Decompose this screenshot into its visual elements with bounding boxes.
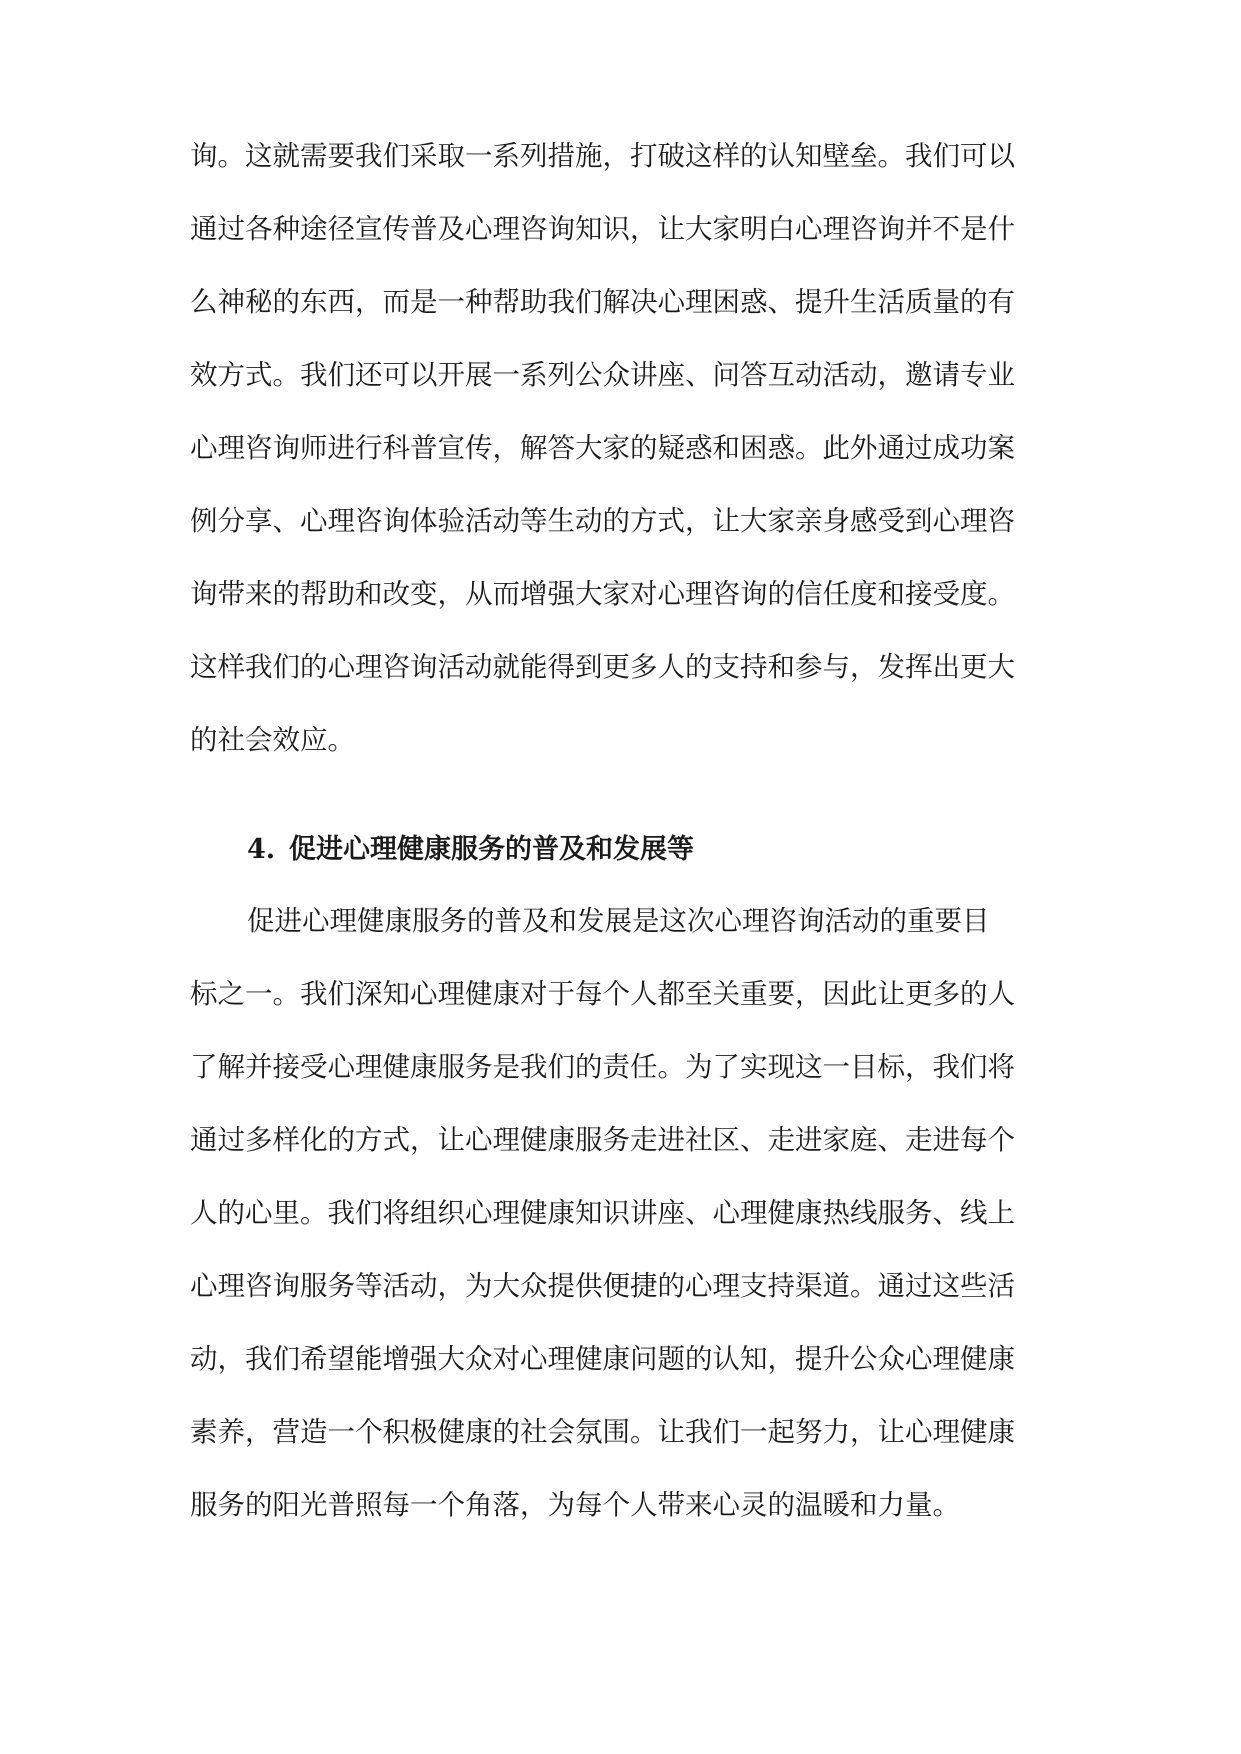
paragraph-line: 素养，营造一个积极健康的社会氛围。让我们一起努力，让心理健康	[190, 1416, 1015, 1448]
paragraph-line: 心理咨询师进行科普宣传，解答大家的疑惑和困惑。此外通过成功案	[190, 432, 1015, 464]
paragraph-line: 促进心理健康服务的普及和发展是这次心理咨询活动的重要目	[247, 905, 990, 937]
paragraph-line: 这样我们的心理咨询活动就能得到更多人的支持和参与，发挥出更大	[190, 651, 1015, 683]
paragraph-line: 的社会效应。	[190, 724, 355, 756]
paragraph-line: 效方式。我们还可以开展一系列公众讲座、问答互动活动，邀请专业	[190, 359, 1015, 391]
paragraph-line: 心理咨询服务等活动，为大众提供便捷的心理支持渠道。通过这些活	[190, 1270, 1015, 1302]
section-number: 4.	[247, 834, 276, 865]
paragraph-line: 动，我们希望能增强大众对心理健康问题的认知，提升公众心理健康	[190, 1343, 1015, 1375]
section-heading	[247, 832, 1127, 868]
paragraph-line: 服务的阳光普照每一个角落，为每个人带来心灵的温暖和力量。	[190, 1489, 960, 1521]
paragraph-line: 询。这就需要我们采取一系列措施，打破这样的认知壁垒。我们可以	[190, 140, 1015, 172]
paragraph-line: 么神秘的东西，而是一种帮助我们解决心理困惑、提升生活质量的有	[190, 286, 1015, 318]
section-title: 促进心理健康服务的普及和发展等	[289, 834, 694, 865]
paragraph-line: 人的心里。我们将组织心理健康知识讲座、心理健康热线服务、线上	[190, 1197, 1015, 1229]
paragraph-line: 通过多样化的方式，让心理健康服务走进社区、走进家庭、走进每个	[190, 1124, 1015, 1156]
paragraph-line: 例分享、心理咨询体验活动等生动的方式，让大家亲身感受到心理咨	[190, 505, 1015, 537]
paragraph-line: 询带来的帮助和改变，从而增强大家对心理咨询的信任度和接受度。	[190, 578, 1015, 610]
paragraph-line: 了解并接受心理健康服务是我们的责任。为了实现这一目标，我们将	[190, 1051, 1015, 1083]
paragraph-line: 标之一。我们深知心理健康对于每个人都至关重要，因此让更多的人	[190, 978, 1015, 1010]
paragraph-line: 通过各种途径宣传普及心理咨询知识，让大家明白心理咨询并不是什	[190, 213, 1015, 245]
